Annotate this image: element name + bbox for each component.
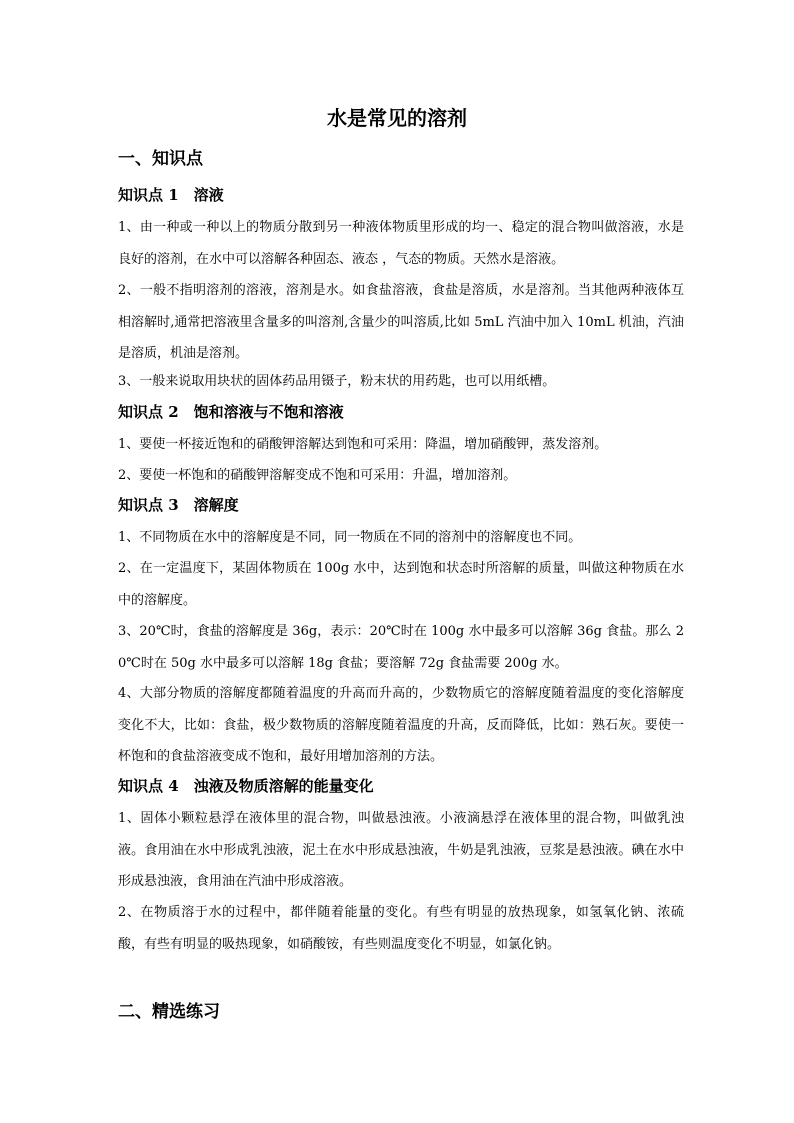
knowledge-point-2-heading: 知识点 2 饱和溶液与不饱和溶液 bbox=[118, 403, 344, 421]
knowledge-point-3-heading: 知识点 3 溶解度 bbox=[118, 496, 239, 514]
paragraph: 2、在一定温度下，某固体物质在 100g 水中，达到饱和状态时所溶解的质量，叫做这种物质在水中的溶解度。 bbox=[118, 561, 684, 608]
paragraph: 3、20℃时，食盐的溶解度是 36g，表示：20℃时在 100g 水中最多可以溶解 36g 食盐。那么 20℃时在 50g 水中最多可以溶解 18g 食盐；要溶解 72g 食盐需要 200g 水。 bbox=[118, 624, 684, 671]
paragraph: 1、不同物质在水中的溶解度是不同，同一物质在不同的溶剂中的溶解度也不同。 bbox=[118, 530, 582, 545]
page-title: 水是常见的溶剂 bbox=[327, 106, 467, 130]
section-heading-exercises: 二、精选练习 bbox=[118, 1002, 220, 1022]
paragraph: 2、在物质溶于水的过程中，都伴随着能量的变化。有些有明显的放热现象，如氢氧化钠、浓硫酸，有些有明显的吸热现象，如硝酸铵，有些则温度变化不明显，如氯化钠。 bbox=[118, 905, 684, 952]
paragraph: 4、大部分物质的溶解度都随着温度的升高而升高的，少数物质它的溶解度随着温度的变化溶解度变化不大，比如：食盐，极少数物质的溶解度随着温度的升高，反而降低，比如：熟石灰。要使一杯饱和的食盐溶液变成不饱和，最好用增加溶剂的方法。 bbox=[118, 686, 684, 764]
knowledge-point-1-heading: 知识点 1 溶液 bbox=[118, 186, 224, 204]
paragraph: 2、一般不指明溶剂的溶液，溶剂是水。如食盐溶液，食盐是溶质，水是溶剂。当其他两种液体互相溶解时,通常把溶液里含量多的叫溶剂,含量少的叫溶质,比如 5mL 汽油中加入 10mL 机油，汽油是溶质，机油是溶剂。 bbox=[118, 283, 684, 361]
paragraph: 1、由一种或一种以上的物质分散到另一种液体物质里形成的均一、稳定的混合物叫做溶液，水是良好的溶剂，在水中可以溶解各种固态、液态 ，气态的物质。天然水是溶液。 bbox=[118, 220, 684, 267]
paragraph: 1、要使一杯接近饱和的硝酸钾溶解达到饱和可采用：降温，增加硝酸钾，蒸发溶剂。 bbox=[118, 437, 608, 452]
paragraph: 3、一般来说取用块状的固体药品用镊子，粉末状的用药匙，也可以用纸槽。 bbox=[118, 374, 556, 389]
paragraph: 1、固体小颗粒悬浮在液体里的混合物，叫做悬浊液。小液滴悬浮在液体里的混合物，叫做乳浊液。食用油在水中形成乳浊液，泥土在水中形成悬浊液，牛奶是乳浊液，豆浆是悬浊液。碘在水中形成悬浊液，食用油在汽油中形成溶液。 bbox=[118, 811, 684, 889]
paragraph: 2、要使一杯饱和的硝酸钾溶解变成不饱和可采用：升温，增加溶剂。 bbox=[118, 468, 517, 483]
knowledge-point-4-heading: 知识点 4 浊液及物质溶解的能量变化 bbox=[118, 777, 374, 795]
section-heading-knowledge: 一、知识点 bbox=[118, 149, 203, 169]
